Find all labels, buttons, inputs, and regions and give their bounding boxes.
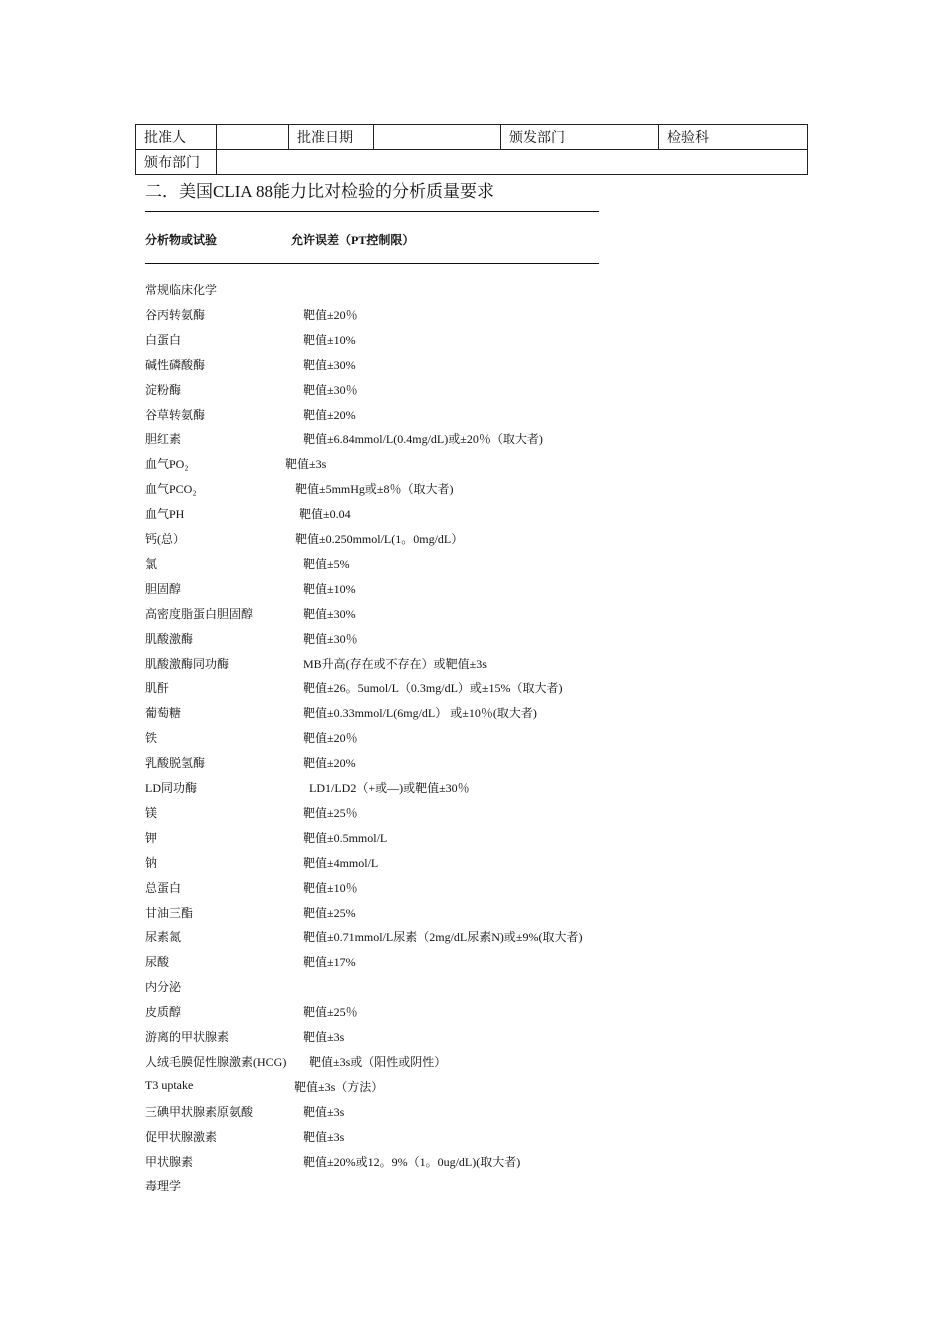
analyte-name: 血气PO₂ (145, 457, 189, 472)
allowed-error: 靶值±30％ (303, 382, 358, 397)
header-bottom-rule (145, 263, 599, 264)
analyte-name: 白蛋白 (145, 332, 182, 347)
analyte-name: 内分泌 (145, 980, 182, 995)
allowed-error: 靶值±30％ (303, 631, 358, 646)
analyte-name: 葡萄糖 (145, 706, 182, 721)
publish-dept-label: 颁布部门 (136, 150, 217, 175)
section-title: 二．美国CLIA 88能力比对检验的分析质量要求 (145, 182, 494, 201)
allowed-error: 靶值±3s (285, 457, 327, 472)
analyte-name: 三碘甲状腺素原氨酸 (145, 1104, 254, 1119)
analyte-name: 肌酐 (145, 681, 170, 696)
analyte-name: 钠 (145, 855, 158, 870)
approver-label: 批准人 (136, 125, 217, 150)
allowed-error: 靶值±0.33mmol/L(6mg/dL） 或±10％(取大者) (303, 706, 537, 721)
allowed-error: 靶值±20% (303, 407, 356, 422)
allowed-error: 靶值±25% (303, 905, 356, 920)
allowed-error: LD1/LD2（+或—)或靶值±30％ (309, 781, 470, 795)
analyte-name: 常规临床化学 (145, 283, 218, 297)
allowed-error: 靶值±20％ (303, 731, 358, 746)
analyte-name: 镁 (145, 805, 158, 820)
column-header-limit: 允许误差（PT控制限） (291, 233, 415, 247)
analyte-name: 毒理学 (145, 1179, 182, 1194)
analyte-name: 淀粉酶 (145, 382, 182, 397)
analyte-name: 肌酸激酶 (145, 631, 194, 646)
approval-header-table (135, 124, 808, 175)
approve-date-value (374, 125, 501, 150)
analyte-name: T3 uptake (145, 1077, 194, 1092)
analyte-name: 胆固醇 (145, 581, 182, 596)
allowed-error: 靶值±20% (303, 756, 356, 771)
allowed-error: 靶值±5% (303, 556, 350, 571)
analyte-name: 甘油三酯 (145, 905, 194, 920)
allowed-error: 靶值±0.250mmol/L(1。0mg/dL） (295, 532, 464, 546)
allowed-error: 靶值±10% (303, 332, 356, 347)
allowed-error: 靶值±6.84mmol/L(0.4mg/dL)或±20％（取大者) (303, 432, 543, 447)
analyte-name: 氯 (145, 556, 158, 571)
column-header-analyte: 分析物或试验 (145, 233, 218, 247)
top-rule (145, 211, 599, 212)
allowed-error: 靶值±3s (303, 1030, 345, 1044)
allowed-error: 靶值±25％ (303, 805, 358, 820)
allowed-error: 靶值±10% (303, 581, 356, 596)
allowed-error: 靶值±0.04 (299, 507, 351, 522)
allowed-error: 靶值±25％ (303, 1005, 358, 1020)
allowed-error: 靶值±3s (303, 1104, 345, 1119)
analyte-name: 尿酸 (145, 955, 170, 970)
issue-dept-label: 颁发部门 (501, 125, 659, 150)
allowed-error: MB升高(存在或不存在）或靶值±3s (303, 656, 487, 671)
analyte-name: 钙(总） (145, 532, 185, 546)
analyte-name: 铁 (145, 731, 158, 746)
analyte-name: 血气PCO₂ (145, 482, 197, 497)
allowed-error: 靶值±20%或12。9%（1。0ug/dL)(取大者) (303, 1154, 521, 1169)
analyte-name: 游离的甲状腺素 (145, 1030, 230, 1044)
analyte-name: LD同功酶 (145, 781, 197, 795)
allowed-error: 靶值±30% (303, 357, 356, 372)
analyte-name: 尿素氮 (145, 930, 182, 945)
analyte-name: 碱性磷酸酶 (145, 357, 206, 372)
analyte-name: 血气PH (145, 507, 185, 522)
analyte-name: 谷丙转氨酶 (145, 307, 206, 322)
allowed-error: 靶值±3s或（阳性或阴性） (309, 1054, 447, 1069)
allowed-error: 靶值±5mmHg或±8％（取大者) (295, 482, 454, 497)
allowed-error: 靶值±4mmol/L (303, 855, 379, 870)
approver-value (217, 125, 289, 150)
analyte-name: 谷草转氨酶 (145, 407, 206, 422)
analyte-name: 胆红素 (145, 432, 182, 447)
allowed-error: 靶值±10％ (303, 880, 358, 895)
allowed-error: 靶值±30% (303, 606, 356, 621)
allowed-error: 靶值±17% (303, 955, 356, 970)
analyte-name: 总蛋白 (145, 880, 182, 895)
analyte-name: 皮质醇 (145, 1005, 182, 1020)
analyte-name: 促甲状腺激素 (145, 1129, 218, 1144)
analyte-name: 乳酸脱氢酶 (145, 756, 206, 771)
allowed-error: 靶值±20％ (303, 307, 358, 322)
allowed-error: 靶值±26。5umol/L（0.3mg/dL）或±15%（取大者) (303, 681, 563, 696)
analyte-name: 人绒毛膜促性腺激素(HCG) (145, 1054, 287, 1069)
analyte-name: 肌酸激酶同功酶 (145, 656, 230, 671)
analyte-name: 钾 (145, 830, 158, 845)
analyte-name: 高密度脂蛋白胆固醇 (145, 606, 254, 621)
allowed-error: 靶值±3s（方法） (294, 1079, 384, 1094)
allowed-error: 靶值±0.5mmol/L (303, 830, 388, 845)
approve-date-label: 批准日期 (289, 125, 374, 150)
analyte-name: 甲状腺素 (145, 1154, 194, 1169)
allowed-error: 靶值±0.71mmol/L尿素（2mg/dL尿素N)或±9%(取大者) (303, 930, 583, 945)
issue-dept-value: 检验科 (659, 125, 808, 150)
allowed-error: 靶值±3s (303, 1129, 345, 1144)
publish-dept-value (217, 150, 808, 175)
